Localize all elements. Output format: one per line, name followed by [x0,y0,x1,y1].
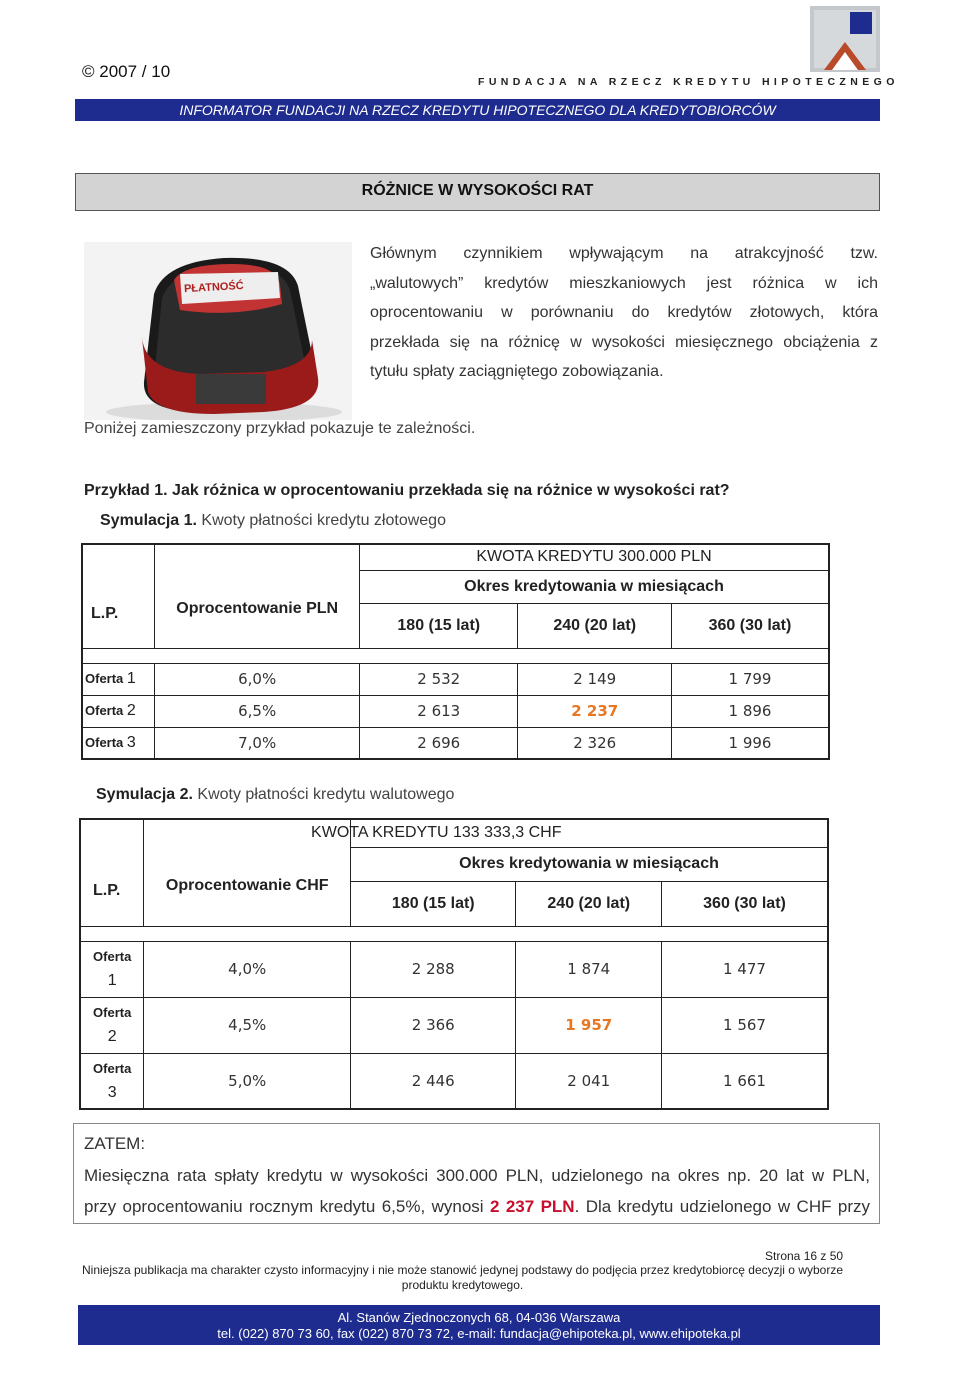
rate-header: Oprocentowanie CHF [144,847,351,926]
summary-text-part: . Dla kredytu udzielonego w CHF przy [574,1197,870,1216]
summary-line-2 [84,1191,870,1222]
value-cell: 1 896 [671,695,829,727]
section-title: RÓŻNICE W WYSOKOŚCI RAT [361,182,594,199]
table-row [80,1053,828,1109]
value-cell: 2 446 [351,1053,516,1109]
offer-number: 1 [126,670,136,687]
value-cell: 2 149 [518,663,672,695]
offer-label: Oferta [93,1005,132,1020]
example-title: Przykład 1. Jak różnica w oprocentowaniu przekłada się na różnice w wysokości rat? [84,482,730,499]
table-row [80,941,828,997]
simulation-title: Kwoty płatności kredytu walutowego [197,786,455,803]
value-cell: 1 661 [662,1053,828,1109]
chf-loan-table [79,818,829,1110]
offer-number: 1 [107,972,117,989]
period-header: Okres kredytowania w miesiącach [351,847,828,881]
loan-amount-header: KWOTA KREDYTU 300.000 PLN [360,544,829,570]
rate-header: Oprocentowanie PLN [155,570,360,648]
footer-bar [78,1305,880,1345]
lp-header: L.P. [82,570,155,648]
summary-line-1: Miesięczna rata spłaty kredytu w wysokości 300.000 PLN, udzielonego na okres np. 20 lat w PLN, [84,1166,870,1185]
value-cell: 2 532 [360,663,518,695]
stamp-text: PŁATNOŚĆ [183,279,244,296]
simulation-title: Kwoty płatności kredytu złotowego [201,512,446,529]
footer-contact: tel. (022) 870 73 60, fax (022) 870 73 72, e-mail: fundacja@ehipoteka.pl, www.ehipoteka.pl [217,1326,741,1341]
loan-amount-header: KWOTA KREDYTU 133 333,3 CHF [351,819,828,847]
informator-title: INFORMATOR FUNDACJI NA RZECZ KREDYTU HIPOTECZNEGO DLA KREDYTOBIORCÓW [179,102,776,118]
stamp-photo [84,242,352,420]
simulation-1-caption [100,512,446,530]
rate-cell: 7,0% [155,727,360,759]
intro-line: Głównym czynnikiem wpływającym na atrakcyjność tzw. [370,245,878,262]
footer-address: Al. Stanów Zjednoczonych 68, 04-036 Warszawa [337,1310,621,1325]
rate-cell: 4,5% [144,997,351,1053]
summary-text [84,1160,870,1222]
intro-line: oprocentowaniu w porównaniu do kredytów złotowych, która [370,304,878,321]
period-180: 180 (15 lat) [351,881,516,926]
offer-label: Oferta [93,1060,132,1076]
value-cell: 2 326 [518,727,672,759]
summary-heading: ZATEM: [84,1134,146,1153]
value-cell: 2 366 [351,997,516,1053]
edition-label: © 2007 / 10 [82,62,171,81]
summary-highlight: 2 237 PLN [489,1197,575,1216]
period-360: 360 (30 lat) [671,603,829,648]
simulation-label: Symulacja 2. [96,786,193,803]
foundation-name: FUNDACJA NA RZECZ KREDYTU HIPOTECZNEGO [478,76,899,88]
offer-label: Oferta [85,703,124,718]
value-cell: 1 567 [662,997,828,1053]
offer-number: 2 [107,1028,117,1045]
value-cell: 2 041 [516,1053,662,1109]
intro-line: przekłada się na różnicę w wysokości miesięcznego obciążenia z [370,333,878,351]
value-cell: 2 613 [360,695,518,727]
value-cell: 2 696 [360,727,518,759]
summary-text-part: przy oprocentowaniu rocznym kredytu 6,5%, wynosi [84,1197,490,1216]
simulation-2-caption [96,786,454,804]
intro-paragraph [370,239,878,387]
intro-line: „walutowych” kredytów mieszkaniowych jest różnica w ich [370,274,878,292]
period-360: 360 (30 lat) [662,881,828,926]
value-cell: 1 996 [671,727,829,759]
rate-cell: 4,0% [144,941,351,997]
rate-cell: 6,0% [155,663,360,695]
value-cell: 1 477 [662,941,828,997]
period-180: 180 (15 lat) [360,603,518,648]
pln-loan-table [81,543,830,760]
intro-line: tytułu spłaty zaciągniętego zobowiązania. [370,363,664,380]
table-row [80,997,828,1053]
disclaimer-text: Niniejsza publikacja ma charakter czysto informacyjny i nie może stanowić jedynej podstawy do podjęcia przez kredytobiorcę decyzji o wyborze produktu kredytowego. [81,1263,843,1292]
highlighted-value-cell: 2 237 [518,695,672,727]
offer-number: 3 [107,1083,117,1101]
summary-box [73,1123,880,1224]
simulation-label: Symulacja 1. [100,512,197,529]
offer-label: Oferta [93,949,132,964]
offer-number: 2 [126,702,136,719]
value-cell: 1 874 [516,941,662,997]
period-240: 240 (20 lat) [516,881,662,926]
rate-cell: 6,5% [155,695,360,727]
value-cell: 2 288 [351,941,516,997]
page-number: Strona 16 z 50 [765,1249,844,1263]
highlighted-value-cell: 1 957 [516,997,662,1053]
foundation-logo-icon [810,6,880,72]
example-intro-text: Poniżej zamieszczony przykład pokazuje te zależności. [84,420,476,437]
table-row [82,727,829,759]
lp-header: L.P. [80,847,144,926]
header-bar [75,99,880,121]
table-row [82,663,829,695]
offer-number: 3 [126,733,136,751]
offer-label: Oferta [85,734,124,750]
section-title-box [75,173,880,211]
period-240: 240 (20 lat) [518,603,672,648]
offer-label: Oferta [85,671,124,686]
value-cell: 1 799 [671,663,829,695]
table-row [82,695,829,727]
rate-cell: 5,0% [144,1053,351,1109]
period-header: Okres kredytowania w miesiącach [360,570,829,603]
